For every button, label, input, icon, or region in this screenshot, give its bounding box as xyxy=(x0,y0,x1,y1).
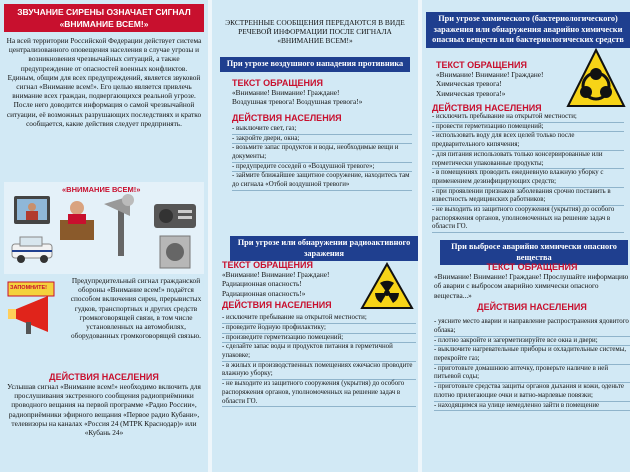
air-text-line2: Воздушная тревога! Воздушная тревога!» xyxy=(232,97,363,107)
illustration-caption: «ВНИМАНИЕ ВСЕМ!» xyxy=(62,185,141,194)
list-item: - сделайте запас воды и продуктов питания в герметичной упаковке; xyxy=(222,343,416,361)
list-item: - закройте двери, окна; xyxy=(232,135,412,145)
air-actions-list xyxy=(232,125,412,191)
panel-right xyxy=(422,0,630,472)
chemical-text-section xyxy=(436,60,576,98)
chemical-release-header: При выбросе аварийно химически опасного вещества xyxy=(440,240,628,265)
list-item: - провести герметизацию помещений; xyxy=(432,123,624,133)
list-item: - в жилых и производственных помещениях ежечасно проводите влажную уборку; xyxy=(222,362,416,380)
siren-header xyxy=(4,4,204,32)
list-item: - приготовьте средства защиты органов дыхания и кожи, оденьте плотно прилегающие очки и ватно-марлевые повязки; xyxy=(434,383,630,401)
television-icon xyxy=(14,196,50,224)
radio-icon xyxy=(154,204,196,228)
release-text-section xyxy=(434,262,630,411)
list-item: - займите ближайшее защитное сооружение, находитесь там до сигнала «Отбой воздушной тревоги» xyxy=(232,172,412,190)
rad-text-line1: «Внимание! Внимание! Граждане! xyxy=(222,270,330,279)
list-item: - приготовьте домашнюю аптечку, проверьте наличие в ней питьевой соды; xyxy=(434,365,630,383)
megaphone-sign: ЗАПОМНИТЕ! xyxy=(10,285,47,291)
list-item: - произведите герметизацию помещений; xyxy=(222,334,416,344)
rad-text-line3: Радиационная опасность!» xyxy=(222,288,306,298)
col1-actions-text: Услышав сигнал «Внимание всем!» необходимо включить для прослушивания экстренного сообщения радиоприёмники проводного вещания на первой программе «Радио России», радиоприёмники эфирного вещания «Первое радио Кубани», телевизоры на каналах «Россия 24 (МТРК Краснодар)» или «Кубань 24» xyxy=(7,382,201,438)
list-item: - проведите йодную профилактику; xyxy=(222,324,416,334)
air-text-line1: «Внимание! Внимание! Граждане! xyxy=(232,88,340,97)
list-item: - не выходить из защитного сооружения (укрытия) до особого распоряжения органов, уполномоченных на решение задач в области ГО. xyxy=(432,206,624,233)
alert-illustration xyxy=(4,182,204,274)
air-actions-title: ДЕЙСТВИЯ НАСЕЛЕНИЯ xyxy=(232,112,342,123)
col1-actions xyxy=(6,372,202,437)
release-text-title: ТЕКСТ ОБРАЩЕНИЯ xyxy=(486,262,578,272)
emergency-intro: ЭКСТРЕННЫЕ СООБЩЕНИЯ ПЕРЕДАЮТСЯ В ВИДЕ РЕЧЕВОЙ ИНФОРМАЦИИ ПОСЛЕ СИГНАЛА «ВНИМАНИЕ ВСЕМ!» xyxy=(225,18,405,46)
list-item: - находящимся на улице немедленно зайти в помещение xyxy=(434,402,630,412)
release-actions-title: ДЕЙСТВИЯ НАСЕЛЕНИЯ xyxy=(477,302,587,313)
list-item: - не выходите из защитного сооружения (укрытия) до особого распоряжения органов, уполномоченных на решение задач в области ГО. xyxy=(222,380,416,407)
chem-actions-list xyxy=(432,113,624,233)
speaker-icon xyxy=(160,236,190,268)
rad-text-title: ТЕКСТ ОБРАЩЕНИЯ xyxy=(222,260,313,270)
rad-text-line2: Радиационная опасность! xyxy=(222,279,302,289)
release-actions-list xyxy=(434,318,630,411)
chem-text-line3: Химическая тревога!» xyxy=(436,88,506,98)
chemical-header: При угрозе химического (бактериологического) заражения или обнаружения аварийно химически опасных веществ или бактериологических средств xyxy=(426,12,630,48)
list-item: - исключите пребывание на открытой местности; xyxy=(222,314,416,324)
panel-middle xyxy=(212,0,418,472)
list-item: - выключите свет, газ; xyxy=(232,125,412,135)
siren-header-line2: «ВНИМАНИЕ ВСЕМ!» xyxy=(59,19,149,29)
list-item: - использовать воду для всех целей только после предварительного кипячения; xyxy=(432,132,624,150)
air-raid-header: При угрозе воздушного нападения противника xyxy=(220,57,410,72)
biohazard-icon xyxy=(566,48,626,110)
panel-left xyxy=(0,0,208,472)
chem-text-title: ТЕКСТ ОБРАЩЕНИЯ xyxy=(436,60,527,70)
list-item: - предупредите соседей о «Воздушной тревоге»; xyxy=(232,163,412,173)
radiation-header: При угрозе или обнаружении радиоактивного заражения xyxy=(230,236,418,261)
megaphone-illustration xyxy=(4,280,68,340)
list-item: - в помещениях проводить ежедневную влажную уборку с применением дезинфицирующих средств; xyxy=(432,169,624,187)
list-item: - уясните место аварии и направление распространения ядовитого облака; xyxy=(434,318,630,336)
rad-actions-title: ДЕЙСТВИЯ НАСЕЛЕНИЯ xyxy=(222,300,332,311)
broadcast-devices-image xyxy=(4,182,204,274)
signal-text: Предупредительный сигнал гражданской обороны «Внимание всем!» подаётся способом включения сирен, прерывистых гудков, транспортных и других средств громкоговорящей связи, в том числе установленных на автомобилях, оборудованных громкоговорящей связью. xyxy=(70,276,202,341)
chem-text-line2: Химическая тревога! xyxy=(436,79,502,89)
chemical-actions-section xyxy=(432,103,624,233)
intro-paragraph-1: На всей территории Российской Федерации действует система централизованного оповещения населения в случае угрозы и возникновения чрезвычайных ситуаций, а также предупреждение от опасностей военных конфликтов. xyxy=(6,36,202,73)
air-text-title: ТЕКСТ ОБРАЩЕНИЯ xyxy=(232,78,323,88)
list-item: - исключить пребывание на открытой местности; xyxy=(432,113,624,123)
list-item: - для питания использовать только консервированные или герметически упакованные продукты; xyxy=(432,151,624,169)
air-raid-section xyxy=(232,78,412,191)
release-text: «Внимание! Внимание! Граждане! Прослушайте информацию об аварии с выбросом аварийно химически опасного вещества...» xyxy=(434,272,629,300)
list-item: - плотно закройте и загерметизируйте все окна и двери; xyxy=(434,337,630,347)
intro-paragraph-3: После него доводится информация о самой чрезвычайной ситуации, её возможных разрушающих последствиях и кратко сообщается, какие действия следует предпринять. xyxy=(6,100,202,128)
list-item: - возьмите запас продуктов и воды, необходимые вещи и документы; xyxy=(232,144,412,162)
siren-header-line1: ЗВУЧАНИЕ СИРЕНЫ ОЗНАЧАЕТ СИГНАЛ xyxy=(17,7,191,17)
intro-text xyxy=(6,36,202,128)
rad-actions-list xyxy=(222,314,416,407)
radiation-warning-icon xyxy=(360,262,414,310)
list-item: - выключите нагревательные приборы и охладительные системы, перекройте газ; xyxy=(434,346,630,364)
chem-text-line1: «Внимание! Внимание! Граждане! xyxy=(436,70,544,79)
intro-paragraph-2: Единым, общим для всех предупреждений, является звуковой сигнал «Внимание всем!». Его целью является привлечь внимание всех граждан, подвергающихся реальной угрозе. xyxy=(7,72,201,101)
list-item: - при проявлении признаков заболевания срочно поставить в известность медицинских работников; xyxy=(432,188,624,206)
col1-actions-title: ДЕЙСТВИЯ НАСЕЛЕНИЯ xyxy=(49,372,159,382)
chem-actions-title: ДЕЙСТВИЯ НАСЕЛЕНИЯ xyxy=(432,103,542,113)
signal-description xyxy=(66,276,206,340)
